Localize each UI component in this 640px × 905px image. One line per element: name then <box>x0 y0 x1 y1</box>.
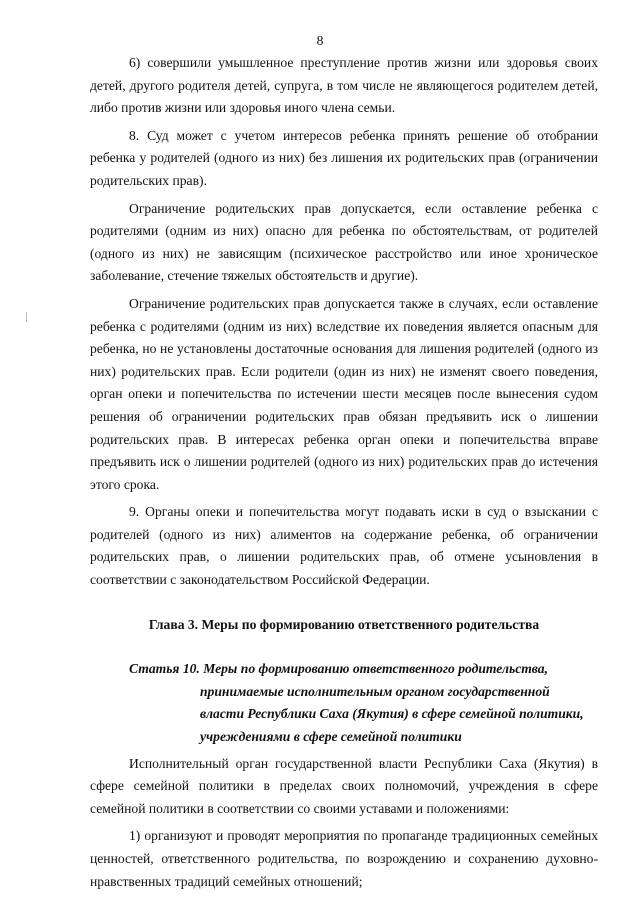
chapter-heading: Глава 3. Меры по формированию ответственного родительства <box>148 616 540 632</box>
paragraph-restriction-2: Ограничение родительских прав допускается также в случаях, если оставление ребенка с родителями (одним из них) вследствие их поведения является опасным для ребенка, но не установлены достаточные основания для лишения родителей (одного из них) родительских прав. Если родители (один из них) не изменят своего поведения, орган опеки и попечительства по истечении шести месяцев после вынесения судом решения об ограничении родительских прав обязан предъявить иск о лишении родительских прав. В интересах ребенка орган опеки и попечительства вправе предъявить иск о лишении родителей (одного из них) родительских прав до истечения этого срока. <box>90 295 598 492</box>
page-number: 8 <box>316 33 324 48</box>
paragraph-restriction-1: Ограничение родительских прав допускается, если оставление ребенка с родителями (одним из них) опасно для ребенка по обстоятельствам, от родителей (одного из них) не зависящим (психическое расстройство или иное хроническое заболевание, стечение тяжелых обстоятельств и другие). <box>90 200 598 284</box>
scan-artifact-mark <box>26 312 27 322</box>
article-heading-line-2: принимаемые исполнительным органом государственной <box>200 683 550 699</box>
paragraph-article-intro: Исполнительный орган государственной власти Республики Саха (Якутия) в сфере семейной политики в пределах своих полномочий, учреждения в сфере семейной политики в соответствии со своими уставами и положениями: <box>90 755 598 816</box>
paragraph-point-8: 8. Суд может с учетом интересов ребенка принять решение об отобрании ребенка у родителей (одного из них) без лишения их родительских прав (ограничении родительских прав). <box>90 127 598 188</box>
article-heading-line-3: власти Республики Саха (Якутия) в сфере семейной политики, <box>200 706 584 722</box>
paragraph-item-6: 6) совершили умышленное преступление против жизни или здоровья своих детей, другого родителя детей, супруга, в том числе не являющегося родителем детей, либо против жизни или здоровья иного члена семьи. <box>90 55 598 116</box>
paragraph-article-item-1: 1) организуют и проводят мероприятия по пропаганде традиционных семейных ценностей, ответственного родительства, по возрождению и сохранению духовно-нравственных традиций семейных отношений; <box>90 828 598 889</box>
document-body <box>90 52 598 898</box>
article-heading-line-1: Статья 10. Меры по формированию ответственного родительства, <box>129 661 548 677</box>
paragraph-point-9: 9. Органы опеки и попечительства могут подавать иски в суд о взыскании с родителей (одного из них) алиментов на содержание ребенка, об ограничении родительских прав, о лишении родительских прав, об отмене усыновления в соответствии с законодательством Российской Федерации. <box>90 504 598 588</box>
article-heading-line-4: учреждениями в сфере семейной политики <box>200 729 462 745</box>
article-heading <box>90 658 598 748</box>
